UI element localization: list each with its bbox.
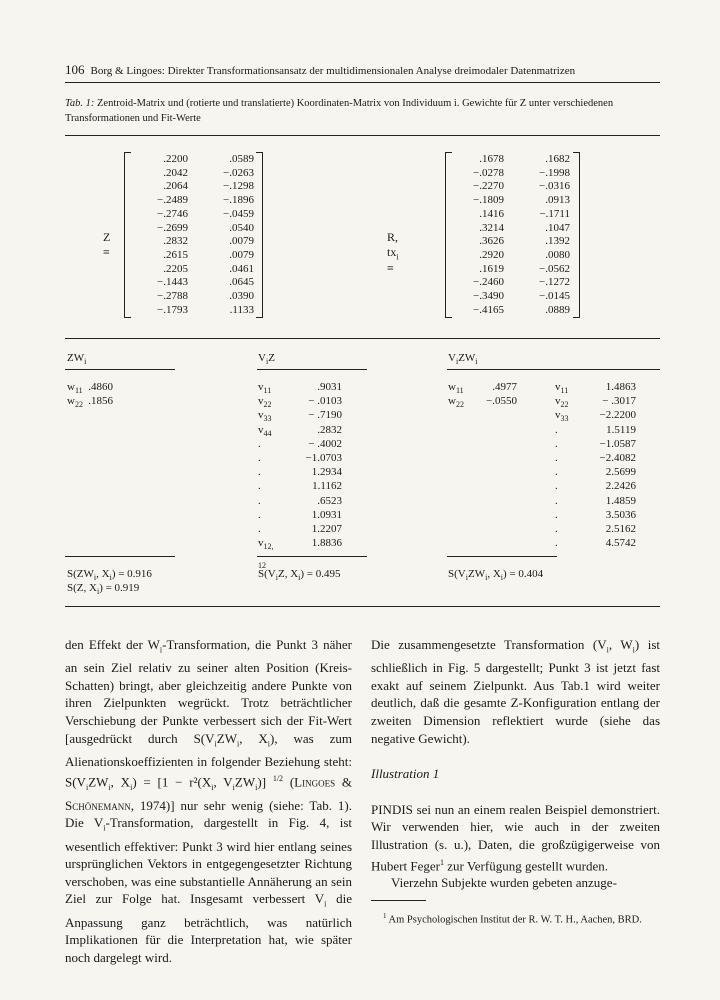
matrix-cell: −.0145 bbox=[539, 290, 570, 303]
matrix-cell: −.0316 bbox=[539, 180, 570, 193]
section-zw-title: $ZW_i$ bbox=[67, 352, 87, 367]
running-header bbox=[65, 62, 660, 78]
matrix-z-label: Z ≡ bbox=[103, 230, 111, 259]
weight-label: $w_{11}$ bbox=[67, 381, 83, 396]
weight-value: 1.0931 bbox=[311, 508, 342, 521]
matrix-z-col2 bbox=[206, 153, 254, 317]
caption-text: Zentroid-Matrix und (rotierte und translatierte) Koordinaten-Matrix von Individuum i. Gewichte für Z unter verschiedenen Transformationen und Fit-Werte bbox=[65, 98, 614, 124]
fit-vzw-rule bbox=[447, 556, 557, 557]
weight-label: $v_{12, 12}$ bbox=[258, 537, 274, 570]
weight-label: . bbox=[555, 423, 558, 436]
matrix-r-col2 bbox=[522, 153, 570, 317]
matrix-cell: .1678 bbox=[479, 153, 504, 165]
matrix-cell: .0889 bbox=[545, 303, 570, 316]
matrix-r-label: R, $tx_i$ ≡ bbox=[387, 230, 399, 276]
matrix-cell: −.0263 bbox=[223, 166, 254, 179]
matrix-cell: .0913 bbox=[545, 194, 570, 207]
fit-z: S(Z, $X_i) = 0.919$ bbox=[67, 582, 140, 597]
weight-value: 2.5162 bbox=[605, 523, 636, 535]
matrix-cell: .2200 bbox=[163, 153, 188, 165]
matrix-cell: .0079 bbox=[229, 235, 254, 248]
weight-value: 1.2207 bbox=[311, 523, 342, 535]
fit-zw-rule bbox=[65, 556, 175, 557]
weight-value: .9031 bbox=[317, 381, 342, 393]
weight-label: . bbox=[555, 437, 558, 450]
matrix-cell: .3626 bbox=[479, 235, 504, 248]
matrix-cell: −.3490 bbox=[473, 290, 504, 303]
weight-label: $v_{44}$ bbox=[258, 423, 272, 438]
weight-value: 1.8836 bbox=[311, 537, 342, 550]
table-bottom-rule bbox=[65, 606, 660, 607]
matrix-cell: .2832 bbox=[163, 235, 188, 248]
page-number: 106 bbox=[65, 62, 85, 77]
matrix-cell: .0540 bbox=[229, 221, 254, 234]
matrix-cell: .2064 bbox=[163, 180, 188, 193]
section-zw-rule bbox=[65, 369, 175, 370]
matrix-r-left-bracket bbox=[445, 152, 452, 318]
matrix-cell: .2920 bbox=[479, 248, 504, 261]
section-vz-rule bbox=[257, 369, 367, 370]
weight-value: 1.1162 bbox=[312, 480, 342, 493]
matrix-cell: −.1272 bbox=[539, 276, 570, 289]
weight-value: 1.2934 bbox=[311, 466, 342, 479]
weight-label: $w_{11}$ bbox=[448, 381, 464, 396]
right-paragraph-1: Die zusammengesetzte Transformation ($V_i$, $W_i$) ist schließlich in Fig. 5 dargestellt; Punkt 3 ist jetzt fast exakt auf seinem Zielpunkt. Aus Tab.1 wird weiter deutlich, daß die gesamte Z-Konfiguration entlang der zweiten Dimension reflektiert wurde (siehe das negative Gewicht). bbox=[371, 637, 660, 746]
matrix-z-right-bracket bbox=[256, 152, 263, 318]
weight-value: −.0550 bbox=[486, 395, 517, 408]
matrix-z-col1 bbox=[138, 153, 188, 317]
matrix-cell: −.2489 bbox=[157, 194, 188, 207]
weight-label: $v_{11}$ bbox=[555, 381, 569, 396]
weight-value: 2.5699 bbox=[605, 466, 636, 479]
weight-value: − .4002 bbox=[308, 437, 342, 450]
weight-value: − .0103 bbox=[308, 395, 342, 408]
table-caption bbox=[65, 96, 665, 126]
weight-label: $w_{22}$ bbox=[67, 395, 83, 410]
matrix-cell: −.0562 bbox=[539, 262, 570, 275]
caption-label: Tab. 1: bbox=[65, 98, 95, 109]
table-mid-rule bbox=[65, 338, 660, 339]
matrix-cell: −.4165 bbox=[473, 303, 504, 316]
weight-value: .1856 bbox=[88, 395, 113, 408]
matrix-cell: .2205 bbox=[163, 262, 188, 275]
right-paragraph-2: PINDIS sei nun an einem realen Beispiel demonstriert. Wir verwenden hier, wie auch in der zweiten Illustration (s. u.), Daten, die großzügigerweise von Hubert Feger$^1$ zur Verfügung gestellt wurden. bbox=[371, 801, 660, 873]
matrix-r-col1 bbox=[456, 153, 504, 317]
matrix-cell: −.1809 bbox=[473, 194, 504, 207]
right-paragraph-3: Vierzehn Subjekte wurden gebeten anzuge- bbox=[391, 875, 617, 891]
weight-value: 3.5036 bbox=[605, 508, 636, 521]
matrix-cell: .0461 bbox=[229, 262, 254, 275]
matrix-cell: −.1711 bbox=[539, 207, 570, 220]
matrix-cell: −.1793 bbox=[157, 303, 188, 316]
matrix-cell: .3214 bbox=[479, 221, 504, 234]
fit-vz-rule bbox=[257, 556, 367, 557]
weight-label: . bbox=[258, 494, 261, 507]
weight-value: 1.4863 bbox=[605, 381, 636, 393]
matrix-cell: −.0459 bbox=[223, 207, 254, 220]
matrix-cell: −.2746 bbox=[157, 207, 188, 220]
matrix-cell: .1682 bbox=[545, 153, 570, 165]
matrix-cell: .1047 bbox=[545, 221, 570, 234]
weight-value: −2.4082 bbox=[599, 452, 636, 464]
footnote: $^1$ Am Psychologischen Institut der R. W. T. H., Aachen, BRD. bbox=[383, 912, 642, 926]
weight-label: $v_{33}$ bbox=[258, 409, 272, 424]
weight-label: . bbox=[555, 452, 558, 464]
weight-value: −1.0587 bbox=[599, 437, 636, 450]
weight-label: . bbox=[555, 494, 558, 507]
header-rule bbox=[65, 82, 660, 83]
weight-label: . bbox=[258, 437, 261, 450]
weight-value: .6523 bbox=[317, 494, 342, 507]
illustration-heading: Illustration 1 bbox=[371, 766, 440, 782]
matrix-cell: .0390 bbox=[229, 290, 254, 303]
section-vz-title: $V_iZ$ bbox=[258, 352, 275, 367]
matrix-cell: .1416 bbox=[479, 207, 504, 220]
left-paragraph: den Effekt der $W_i$-Transformation, die Punkt 3 näher an sein Ziel relativ zu seiner alten Position (Kreis-Schatten) bringt, aber gleichzeitig andere Punkte von ihren Zielpunkten wegrückt. Trotz beträchtlicher Verschiebung der Punkte verbessert sich der Fit-Wert [ausgedrückt durch $S(V_iZW_i$, $X_i$), was zum Alienationskoeffizienten in folgender Beziehung steht: $S(V_iZW_i$, $X_i) = [1 - r^2(X_i$, $V_iZW_i$)] $^{1/2}$ (Lingoes & Schönemann, 1974)] nur sehr wenig (siehe: Tab. 1). Die $V_i$-Transformation, dargestellt in Fig. 4, ist wesentlich effektiver: Punkt 3 wird hier entlang seines ursprünglichen Vektors in entgegengesetzter Richtung verschoben, was eine substantielle Annäherung an sein Ziel zur Folge hat. Insgesamt verbessert $V_i$ die Anpassung ganz beträchtlich, was natürlich Implikationen für die Interpretation hat, wie später noch dargelegt wird. bbox=[65, 637, 353, 965]
matrix-cell: .0080 bbox=[545, 248, 570, 261]
fit-vzw: $S(V_iZW_i$, $X_i) = 0.404$ bbox=[448, 568, 544, 583]
matrix-cell: .0589 bbox=[229, 153, 254, 165]
matrix-cell: .2042 bbox=[163, 166, 188, 179]
weight-value: 1.4859 bbox=[605, 494, 636, 507]
weight-label: . bbox=[258, 452, 261, 464]
matrix-cell: −.2788 bbox=[157, 290, 188, 303]
matrix-cell: −.1298 bbox=[223, 180, 254, 193]
matrix-cell: −.1998 bbox=[539, 166, 570, 179]
matrix-cell: .0079 bbox=[229, 248, 254, 261]
weight-value: 1.5119 bbox=[606, 423, 636, 436]
weight-label: $v_{33}$ bbox=[555, 409, 569, 424]
weight-label: . bbox=[258, 523, 261, 535]
footnote-rule bbox=[371, 900, 426, 901]
weight-label: . bbox=[555, 537, 558, 550]
matrix-z-left-bracket bbox=[124, 152, 131, 318]
matrix-cell: .2615 bbox=[163, 248, 188, 261]
matrix-cell: −.1443 bbox=[157, 276, 188, 289]
weight-label: . bbox=[258, 480, 261, 493]
running-title: Borg & Lingoes: Direkter Transformationsansatz der multidimensionalen Analyse dreimodaler Datenmatrizen bbox=[90, 65, 576, 77]
matrix-cell: −.2460 bbox=[473, 276, 504, 289]
weight-label: . bbox=[555, 466, 558, 479]
weight-value: −1.0703 bbox=[305, 452, 342, 464]
weight-label: . bbox=[555, 480, 558, 493]
weight-label: $v_{22}$ bbox=[258, 395, 272, 410]
weight-value: 2.2426 bbox=[605, 480, 636, 493]
fit-vz: $S(V_iZ$, $X_i) = 0.495$ bbox=[258, 568, 341, 583]
weight-label: . bbox=[258, 466, 261, 479]
matrix-cell: −.2699 bbox=[157, 221, 188, 234]
weight-label: . bbox=[258, 508, 261, 521]
weight-value: .4860 bbox=[88, 381, 113, 393]
weight-value: .4977 bbox=[492, 381, 517, 393]
matrix-cell: −.2270 bbox=[473, 180, 504, 193]
right-column bbox=[371, 636, 660, 928]
matrix-cell: .0645 bbox=[229, 276, 254, 289]
weight-value: − .3017 bbox=[602, 395, 636, 408]
section-vzw-title: $V_iZW_i$ bbox=[448, 352, 478, 367]
weight-value: −2.2200 bbox=[599, 409, 636, 422]
weight-value: 4.5742 bbox=[605, 537, 636, 550]
matrix-r-right-bracket bbox=[573, 152, 580, 318]
matrix-cell: −.1896 bbox=[223, 194, 254, 207]
matrix-cell: .1133 bbox=[229, 303, 254, 316]
weight-label: $v_{11}$ bbox=[258, 381, 272, 396]
matrix-cell: −.0278 bbox=[473, 166, 504, 179]
weight-value: .2832 bbox=[317, 423, 342, 436]
weight-label: . bbox=[555, 508, 558, 521]
weight-label: . bbox=[555, 523, 558, 535]
left-column bbox=[65, 636, 352, 966]
section-vzw-rule bbox=[447, 369, 660, 370]
matrix-cell: .1392 bbox=[545, 235, 570, 248]
weight-value: − .7190 bbox=[308, 409, 342, 422]
matrix-cell: .1619 bbox=[479, 262, 504, 275]
table-top-rule bbox=[65, 135, 660, 136]
weight-label: $w_{22}$ bbox=[448, 395, 464, 410]
weight-label: $v_{22}$ bbox=[555, 395, 569, 410]
fit-zw: $S(ZW_i$, $X_i) = 0.916$ bbox=[67, 568, 152, 583]
